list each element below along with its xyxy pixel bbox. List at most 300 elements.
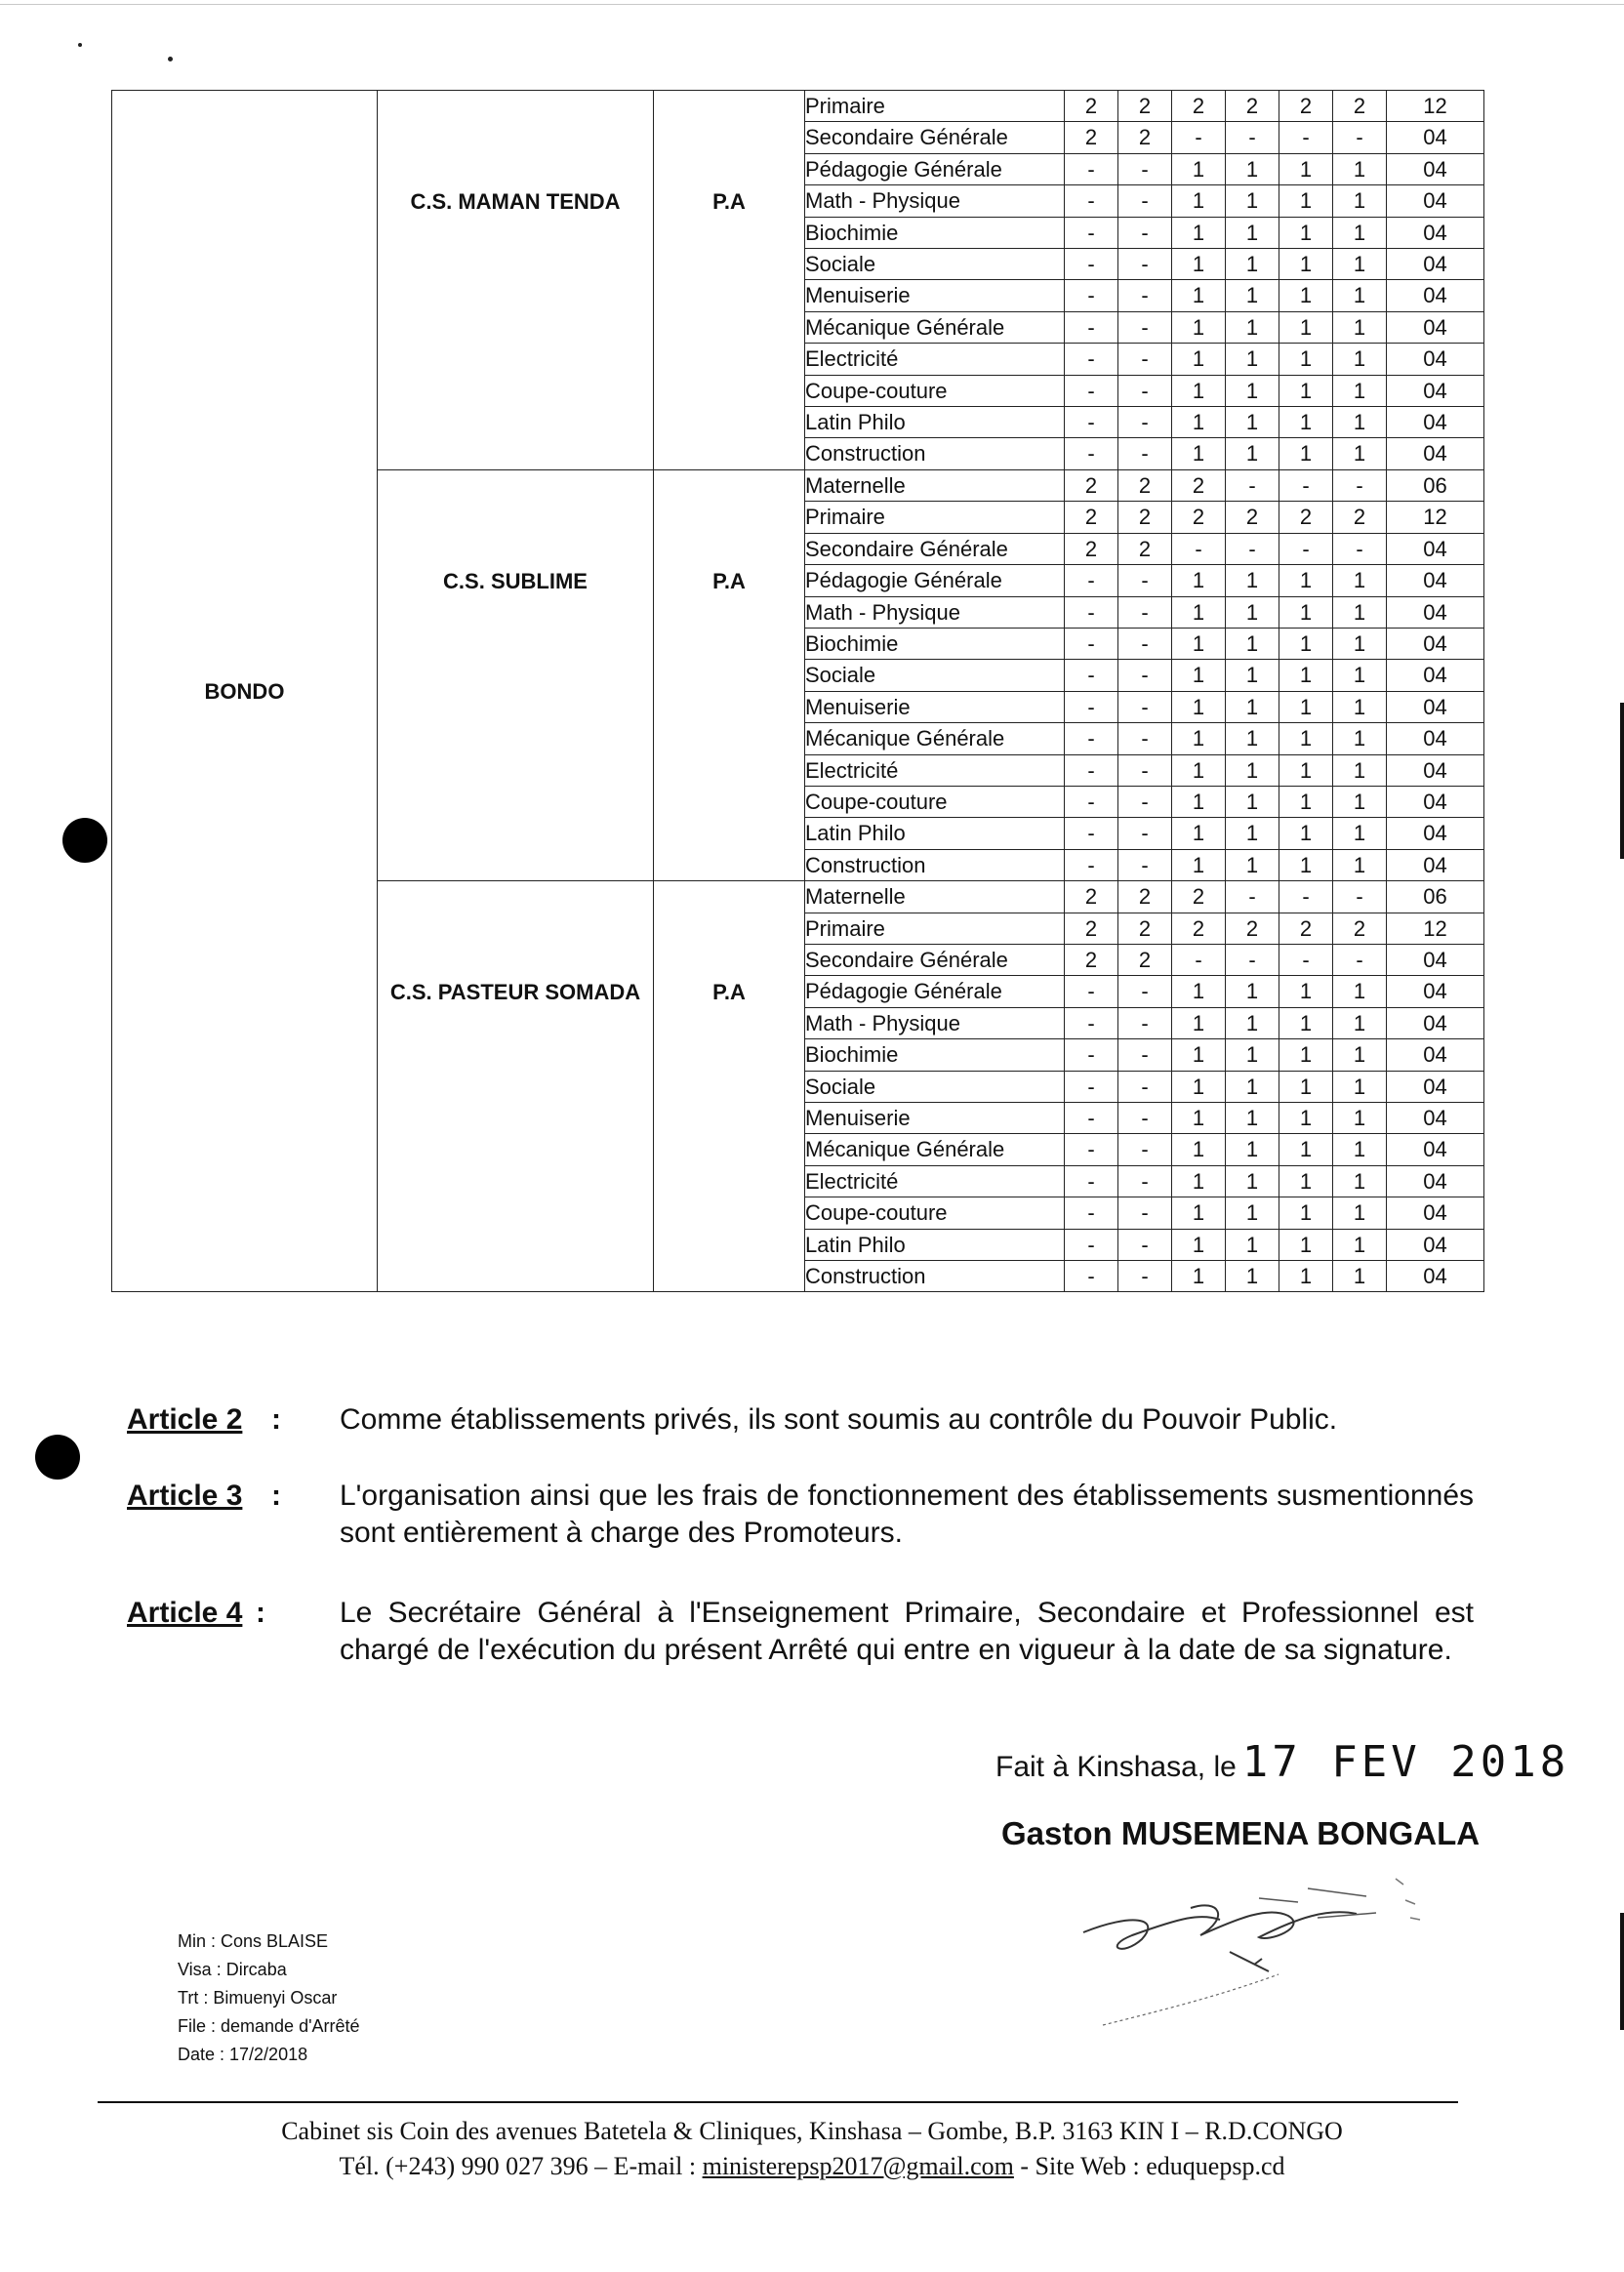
scan-edge-mark [1620, 703, 1624, 859]
total-cell: 04 [1387, 565, 1484, 596]
class-count-cell: 2 [1172, 469, 1226, 501]
class-count-cell: 1 [1333, 1165, 1387, 1197]
section-cell: Mécanique Générale [805, 1134, 1065, 1165]
class-count-cell: - [1172, 122, 1226, 153]
class-count-cell: - [1226, 533, 1279, 564]
section-cell: Latin Philo [805, 407, 1065, 438]
class-count-cell: 1 [1172, 249, 1226, 280]
class-count-cell: 1 [1172, 1229, 1226, 1260]
class-count-cell: 1 [1333, 1261, 1387, 1292]
class-count-cell: 1 [1333, 249, 1387, 280]
class-count-cell: 1 [1172, 1134, 1226, 1165]
class-count-cell: - [1065, 217, 1118, 248]
total-cell: 12 [1387, 502, 1484, 533]
class-count-cell: 1 [1172, 438, 1226, 469]
class-count-cell: 1 [1172, 217, 1226, 248]
class-count-cell: - [1279, 469, 1333, 501]
class-count-cell: 2 [1226, 502, 1279, 533]
total-cell: 04 [1387, 153, 1484, 184]
class-count-cell: - [1333, 881, 1387, 913]
class-count-cell: 1 [1279, 185, 1333, 217]
class-count-cell: 1 [1279, 217, 1333, 248]
class-count-cell: - [1118, 1165, 1172, 1197]
total-cell: 06 [1387, 469, 1484, 501]
class-count-cell: 2 [1279, 913, 1333, 944]
school-name-cell: C.S. MAMAN TENDA [378, 91, 654, 470]
class-count-cell: 1 [1172, 691, 1226, 722]
class-count-cell: 1 [1333, 185, 1387, 217]
section-cell: Menuiserie [805, 1103, 1065, 1134]
class-count-cell: - [1065, 1007, 1118, 1038]
class-count-cell: 1 [1333, 280, 1387, 311]
class-count-cell: - [1065, 1071, 1118, 1102]
class-count-cell: 1 [1333, 849, 1387, 880]
class-count-cell: - [1118, 628, 1172, 659]
class-count-cell: - [1118, 153, 1172, 184]
class-count-cell: 1 [1279, 280, 1333, 311]
class-count-cell: - [1065, 628, 1118, 659]
routing-line: Visa : Dircaba [178, 1960, 287, 1979]
class-count-cell: 1 [1279, 375, 1333, 406]
class-count-cell: - [1118, 1103, 1172, 1134]
class-count-cell: - [1065, 1261, 1118, 1292]
routing-line: File : demande d'Arrêté [178, 2016, 360, 2036]
class-count-cell: - [1118, 1261, 1172, 1292]
article-colon: : [271, 1403, 281, 1436]
class-count-cell: - [1065, 596, 1118, 628]
class-count-cell: 1 [1333, 976, 1387, 1007]
class-count-cell: 2 [1118, 502, 1172, 533]
class-count-cell: 1 [1279, 786, 1333, 817]
class-count-cell: 2 [1226, 913, 1279, 944]
section-cell: Math - Physique [805, 185, 1065, 217]
total-cell: 04 [1387, 375, 1484, 406]
class-count-cell: - [1065, 849, 1118, 880]
class-count-cell: - [1279, 944, 1333, 975]
section-cell: Pédagogie Générale [805, 565, 1065, 596]
class-count-cell: 1 [1333, 1039, 1387, 1071]
article-colon: : [256, 1597, 265, 1629]
class-count-cell: 1 [1226, 596, 1279, 628]
total-cell: 04 [1387, 438, 1484, 469]
class-count-cell: - [1118, 1197, 1172, 1229]
class-count-cell: - [1065, 311, 1118, 343]
total-cell: 04 [1387, 1103, 1484, 1134]
class-count-cell: - [1226, 469, 1279, 501]
class-count-cell: 1 [1333, 438, 1387, 469]
class-count-cell: - [1118, 849, 1172, 880]
footer-rule [98, 2101, 1458, 2103]
total-cell: 04 [1387, 849, 1484, 880]
date-stamp: 17 FEV 2018 [1241, 1737, 1570, 1787]
class-count-cell: 1 [1226, 976, 1279, 1007]
class-count-cell: 2 [1226, 91, 1279, 122]
class-count-cell: - [1333, 944, 1387, 975]
class-count-cell: 1 [1279, 1261, 1333, 1292]
class-count-cell: - [1065, 153, 1118, 184]
class-count-cell: - [1065, 660, 1118, 691]
class-count-cell: 1 [1226, 786, 1279, 817]
class-count-cell: 2 [1065, 469, 1118, 501]
total-cell: 04 [1387, 786, 1484, 817]
class-count-cell: 1 [1279, 153, 1333, 184]
class-count-cell: 2 [1172, 91, 1226, 122]
total-cell: 04 [1387, 280, 1484, 311]
class-count-cell: 1 [1333, 786, 1387, 817]
class-count-cell: 1 [1172, 976, 1226, 1007]
class-count-cell: 2 [1118, 91, 1172, 122]
class-count-cell: 1 [1279, 1007, 1333, 1038]
section-cell: Biochimie [805, 1039, 1065, 1071]
section-cell: Sociale [805, 1071, 1065, 1102]
article-text: Le Secrétaire Général à l'Enseignement Primaire, Secondaire et Professionnel est chargé de l'exécution du présent Arrêté qui entre en vigueur à la date de sa signature. [340, 1597, 1474, 1666]
class-count-cell: - [1065, 280, 1118, 311]
class-count-cell: 1 [1333, 596, 1387, 628]
class-count-cell: 1 [1172, 818, 1226, 849]
routing-notes [178, 1927, 360, 2069]
section-cell: Pédagogie Générale [805, 976, 1065, 1007]
total-cell: 04 [1387, 754, 1484, 786]
class-count-cell: - [1065, 407, 1118, 438]
class-count-cell: 2 [1333, 91, 1387, 122]
class-count-cell: 1 [1172, 1165, 1226, 1197]
section-cell: Construction [805, 1261, 1065, 1292]
class-count-cell: 2 [1118, 913, 1172, 944]
class-count-cell: - [1279, 533, 1333, 564]
class-count-cell: 2 [1065, 944, 1118, 975]
section-cell: Maternelle [805, 469, 1065, 501]
class-count-cell: 1 [1172, 754, 1226, 786]
class-count-cell: - [1065, 1103, 1118, 1134]
class-count-cell: - [1118, 565, 1172, 596]
footer [0, 2114, 1624, 2184]
class-count-cell: 1 [1279, 660, 1333, 691]
schools-table-body [112, 91, 1484, 1292]
place-text: Fait à Kinshasa, le [995, 1751, 1237, 1783]
class-count-cell: 1 [1226, 1134, 1279, 1165]
section-cell: Sociale [805, 249, 1065, 280]
class-count-cell: 1 [1172, 344, 1226, 375]
class-count-cell: 1 [1172, 1103, 1226, 1134]
footer-address: Cabinet sis Coin des avenues Batetela & Cliniques, Kinshasa – Gombe, B.P. 3163 KIN I – R.D.CONGO [281, 2117, 1343, 2145]
class-count-cell: 2 [1172, 913, 1226, 944]
class-count-cell: 1 [1279, 976, 1333, 1007]
class-count-cell: - [1118, 723, 1172, 754]
section-cell: Maternelle [805, 881, 1065, 913]
routing-line: Trt : Bimuenyi Oscar [178, 1988, 338, 2008]
class-count-cell: 1 [1279, 628, 1333, 659]
class-count-cell: 1 [1226, 1071, 1279, 1102]
class-count-cell: 1 [1172, 849, 1226, 880]
total-cell: 04 [1387, 628, 1484, 659]
class-count-cell: 1 [1172, 565, 1226, 596]
province-cell: BONDO [112, 91, 378, 1292]
regime-cell: P.A [654, 881, 805, 1292]
total-cell: 04 [1387, 660, 1484, 691]
class-count-cell: 1 [1333, 1071, 1387, 1102]
class-count-cell: 1 [1226, 311, 1279, 343]
total-cell: 04 [1387, 344, 1484, 375]
class-count-cell: 1 [1226, 375, 1279, 406]
class-count-cell: - [1333, 469, 1387, 501]
class-count-cell: 1 [1226, 344, 1279, 375]
class-count-cell: - [1118, 438, 1172, 469]
total-cell: 04 [1387, 122, 1484, 153]
total-cell: 04 [1387, 1039, 1484, 1071]
class-count-cell: - [1172, 944, 1226, 975]
class-count-cell: - [1065, 1134, 1118, 1165]
class-count-cell: 1 [1172, 1071, 1226, 1102]
class-count-cell: - [1065, 249, 1118, 280]
school-name-cell: C.S. SUBLIME [378, 469, 654, 880]
class-count-cell: 1 [1333, 628, 1387, 659]
class-count-cell: - [1065, 723, 1118, 754]
class-count-cell: 1 [1226, 407, 1279, 438]
class-count-cell: 1 [1333, 660, 1387, 691]
class-count-cell: 1 [1333, 1103, 1387, 1134]
table-row [112, 91, 1484, 122]
total-cell: 04 [1387, 1197, 1484, 1229]
section-cell: Mécanique Générale [805, 311, 1065, 343]
class-count-cell: - [1118, 1039, 1172, 1071]
section-cell: Menuiserie [805, 280, 1065, 311]
section-cell: Construction [805, 849, 1065, 880]
class-count-cell: 1 [1226, 1261, 1279, 1292]
section-cell: Construction [805, 438, 1065, 469]
class-count-cell: 1 [1279, 311, 1333, 343]
article-colon: : [271, 1480, 281, 1512]
section-cell: Secondaire Générale [805, 122, 1065, 153]
scan-top-edge [0, 4, 1624, 5]
handwritten-signature [1074, 1859, 1454, 2035]
class-count-cell: 1 [1333, 818, 1387, 849]
class-count-cell: 1 [1279, 1039, 1333, 1071]
section-cell: Mécanique Générale [805, 723, 1065, 754]
class-count-cell: - [1065, 1165, 1118, 1197]
class-count-cell: 1 [1226, 660, 1279, 691]
total-cell: 04 [1387, 407, 1484, 438]
class-count-cell: - [1118, 311, 1172, 343]
class-count-cell: - [1065, 565, 1118, 596]
class-count-cell: 1 [1226, 185, 1279, 217]
class-count-cell: 2 [1118, 881, 1172, 913]
class-count-cell: 1 [1333, 565, 1387, 596]
class-count-cell: - [1118, 344, 1172, 375]
class-count-cell: 1 [1279, 438, 1333, 469]
class-count-cell: 1 [1333, 311, 1387, 343]
class-count-cell: - [1118, 217, 1172, 248]
total-cell: 04 [1387, 596, 1484, 628]
total-cell: 04 [1387, 1261, 1484, 1292]
class-count-cell: 1 [1172, 153, 1226, 184]
class-count-cell: 1 [1333, 1134, 1387, 1165]
class-count-cell: 2 [1065, 122, 1118, 153]
class-count-cell: 1 [1226, 217, 1279, 248]
class-count-cell: 2 [1333, 913, 1387, 944]
class-count-cell: - [1279, 122, 1333, 153]
class-count-cell: 1 [1226, 249, 1279, 280]
section-cell: Secondaire Générale [805, 533, 1065, 564]
total-cell: 06 [1387, 881, 1484, 913]
section-cell: Coupe-couture [805, 375, 1065, 406]
total-cell: 04 [1387, 249, 1484, 280]
class-count-cell: 2 [1279, 91, 1333, 122]
section-cell: Electricité [805, 1165, 1065, 1197]
class-count-cell: 2 [1065, 913, 1118, 944]
class-count-cell: 1 [1333, 754, 1387, 786]
class-count-cell: - [1065, 976, 1118, 1007]
class-count-cell: 1 [1172, 1007, 1226, 1038]
scan-edge-mark [1620, 1913, 1624, 2030]
total-cell: 04 [1387, 311, 1484, 343]
class-count-cell: 2 [1172, 881, 1226, 913]
section-cell: Latin Philo [805, 818, 1065, 849]
class-count-cell: 1 [1333, 407, 1387, 438]
class-count-cell: - [1118, 976, 1172, 1007]
class-count-cell: 1 [1172, 1039, 1226, 1071]
class-count-cell: 2 [1118, 533, 1172, 564]
class-count-cell: - [1226, 122, 1279, 153]
total-cell: 12 [1387, 913, 1484, 944]
class-count-cell: 1 [1333, 1007, 1387, 1038]
section-cell: Sociale [805, 660, 1065, 691]
class-count-cell: 1 [1172, 723, 1226, 754]
class-count-cell: 1 [1279, 565, 1333, 596]
routing-line: Min : Cons BLAISE [178, 1931, 329, 1951]
total-cell: 04 [1387, 723, 1484, 754]
class-count-cell: 1 [1226, 565, 1279, 596]
footer-email-link[interactable]: ministerepsp2017@gmail.com [702, 2152, 1014, 2180]
class-count-cell: - [1118, 754, 1172, 786]
class-count-cell: 1 [1279, 1134, 1333, 1165]
class-count-cell: 1 [1333, 691, 1387, 722]
punch-hole [62, 818, 107, 863]
class-count-cell: - [1118, 185, 1172, 217]
class-count-cell: 1 [1279, 1229, 1333, 1260]
class-count-cell: - [1118, 375, 1172, 406]
section-cell: Math - Physique [805, 1007, 1065, 1038]
class-count-cell: 1 [1333, 153, 1387, 184]
class-count-cell: 2 [1118, 944, 1172, 975]
total-cell: 04 [1387, 818, 1484, 849]
section-cell: Biochimie [805, 628, 1065, 659]
class-count-cell: 2 [1333, 502, 1387, 533]
class-count-cell: 1 [1279, 344, 1333, 375]
class-count-cell: 2 [1118, 469, 1172, 501]
scan-speck [168, 57, 173, 61]
class-count-cell: - [1226, 944, 1279, 975]
class-count-cell: - [1118, 660, 1172, 691]
total-cell: 04 [1387, 691, 1484, 722]
class-count-cell: 1 [1172, 280, 1226, 311]
class-count-cell: - [1118, 691, 1172, 722]
regime-cell: P.A [654, 91, 805, 470]
section-cell: Latin Philo [805, 1229, 1065, 1260]
schools-table [111, 90, 1484, 1292]
class-count-cell: - [1172, 533, 1226, 564]
class-count-cell: 1 [1172, 311, 1226, 343]
class-count-cell: - [1065, 786, 1118, 817]
section-cell: Math - Physique [805, 596, 1065, 628]
class-count-cell: 1 [1226, 628, 1279, 659]
class-count-cell: 1 [1226, 723, 1279, 754]
class-count-cell: - [1065, 1197, 1118, 1229]
total-cell: 04 [1387, 1007, 1484, 1038]
total-cell: 04 [1387, 1165, 1484, 1197]
class-count-cell: - [1333, 122, 1387, 153]
class-count-cell: - [1118, 1071, 1172, 1102]
class-count-cell: 1 [1279, 1103, 1333, 1134]
class-count-cell: 1 [1226, 1007, 1279, 1038]
class-count-cell: 1 [1279, 596, 1333, 628]
class-count-cell: 1 [1333, 723, 1387, 754]
class-count-cell: 1 [1172, 1197, 1226, 1229]
class-count-cell: - [1118, 1229, 1172, 1260]
total-cell: 04 [1387, 1134, 1484, 1165]
place-and-date [995, 1737, 1569, 1787]
section-cell: Primaire [805, 913, 1065, 944]
article-label: Article 3 [127, 1480, 243, 1512]
section-cell: Coupe-couture [805, 786, 1065, 817]
class-count-cell: - [1118, 596, 1172, 628]
class-count-cell: - [1065, 344, 1118, 375]
class-count-cell: - [1118, 1007, 1172, 1038]
section-cell: Electricité [805, 754, 1065, 786]
class-count-cell: - [1065, 691, 1118, 722]
class-count-cell: 1 [1279, 1071, 1333, 1102]
class-count-cell: 1 [1333, 1229, 1387, 1260]
class-count-cell: - [1118, 1134, 1172, 1165]
class-count-cell: - [1065, 185, 1118, 217]
scan-speck [78, 43, 82, 47]
class-count-cell: 1 [1226, 153, 1279, 184]
footer-tel: Tél. (+243) 990 027 396 – E-mail : [339, 2152, 703, 2180]
section-cell: Biochimie [805, 217, 1065, 248]
class-count-cell: - [1333, 533, 1387, 564]
class-count-cell: 2 [1065, 91, 1118, 122]
class-count-cell: 1 [1226, 818, 1279, 849]
class-count-cell: - [1065, 1039, 1118, 1071]
class-count-cell: 1 [1226, 754, 1279, 786]
class-count-cell: - [1226, 881, 1279, 913]
section-cell: Primaire [805, 91, 1065, 122]
class-count-cell: 1 [1172, 185, 1226, 217]
total-cell: 04 [1387, 1071, 1484, 1102]
class-count-cell: - [1065, 754, 1118, 786]
total-cell: 04 [1387, 944, 1484, 975]
class-count-cell: - [1279, 881, 1333, 913]
class-count-cell: 1 [1279, 691, 1333, 722]
total-cell: 04 [1387, 533, 1484, 564]
routing-line: Date : 17/2/2018 [178, 2045, 308, 2064]
class-count-cell: - [1065, 818, 1118, 849]
article-text: L'organisation ainsi que les frais de fonctionnement des établissements susmentionnés sont entièrement à charge des Promoteurs. [340, 1480, 1474, 1549]
class-count-cell: 1 [1226, 1039, 1279, 1071]
total-cell: 04 [1387, 976, 1484, 1007]
class-count-cell: 1 [1279, 1197, 1333, 1229]
signer-name: Gaston MUSEMENA BONGALA [1001, 1815, 1481, 1851]
class-count-cell: 1 [1279, 723, 1333, 754]
footer-website: - Site Web : eduquepsp.cd [1013, 2152, 1285, 2180]
article-label: Article 4 [127, 1597, 243, 1629]
class-count-cell: 1 [1226, 849, 1279, 880]
class-count-cell: - [1118, 249, 1172, 280]
regime-cell: P.A [654, 469, 805, 880]
article-label: Article 2 [127, 1403, 243, 1436]
section-cell: Pédagogie Générale [805, 153, 1065, 184]
class-count-cell: 1 [1172, 660, 1226, 691]
class-count-cell: 2 [1172, 502, 1226, 533]
